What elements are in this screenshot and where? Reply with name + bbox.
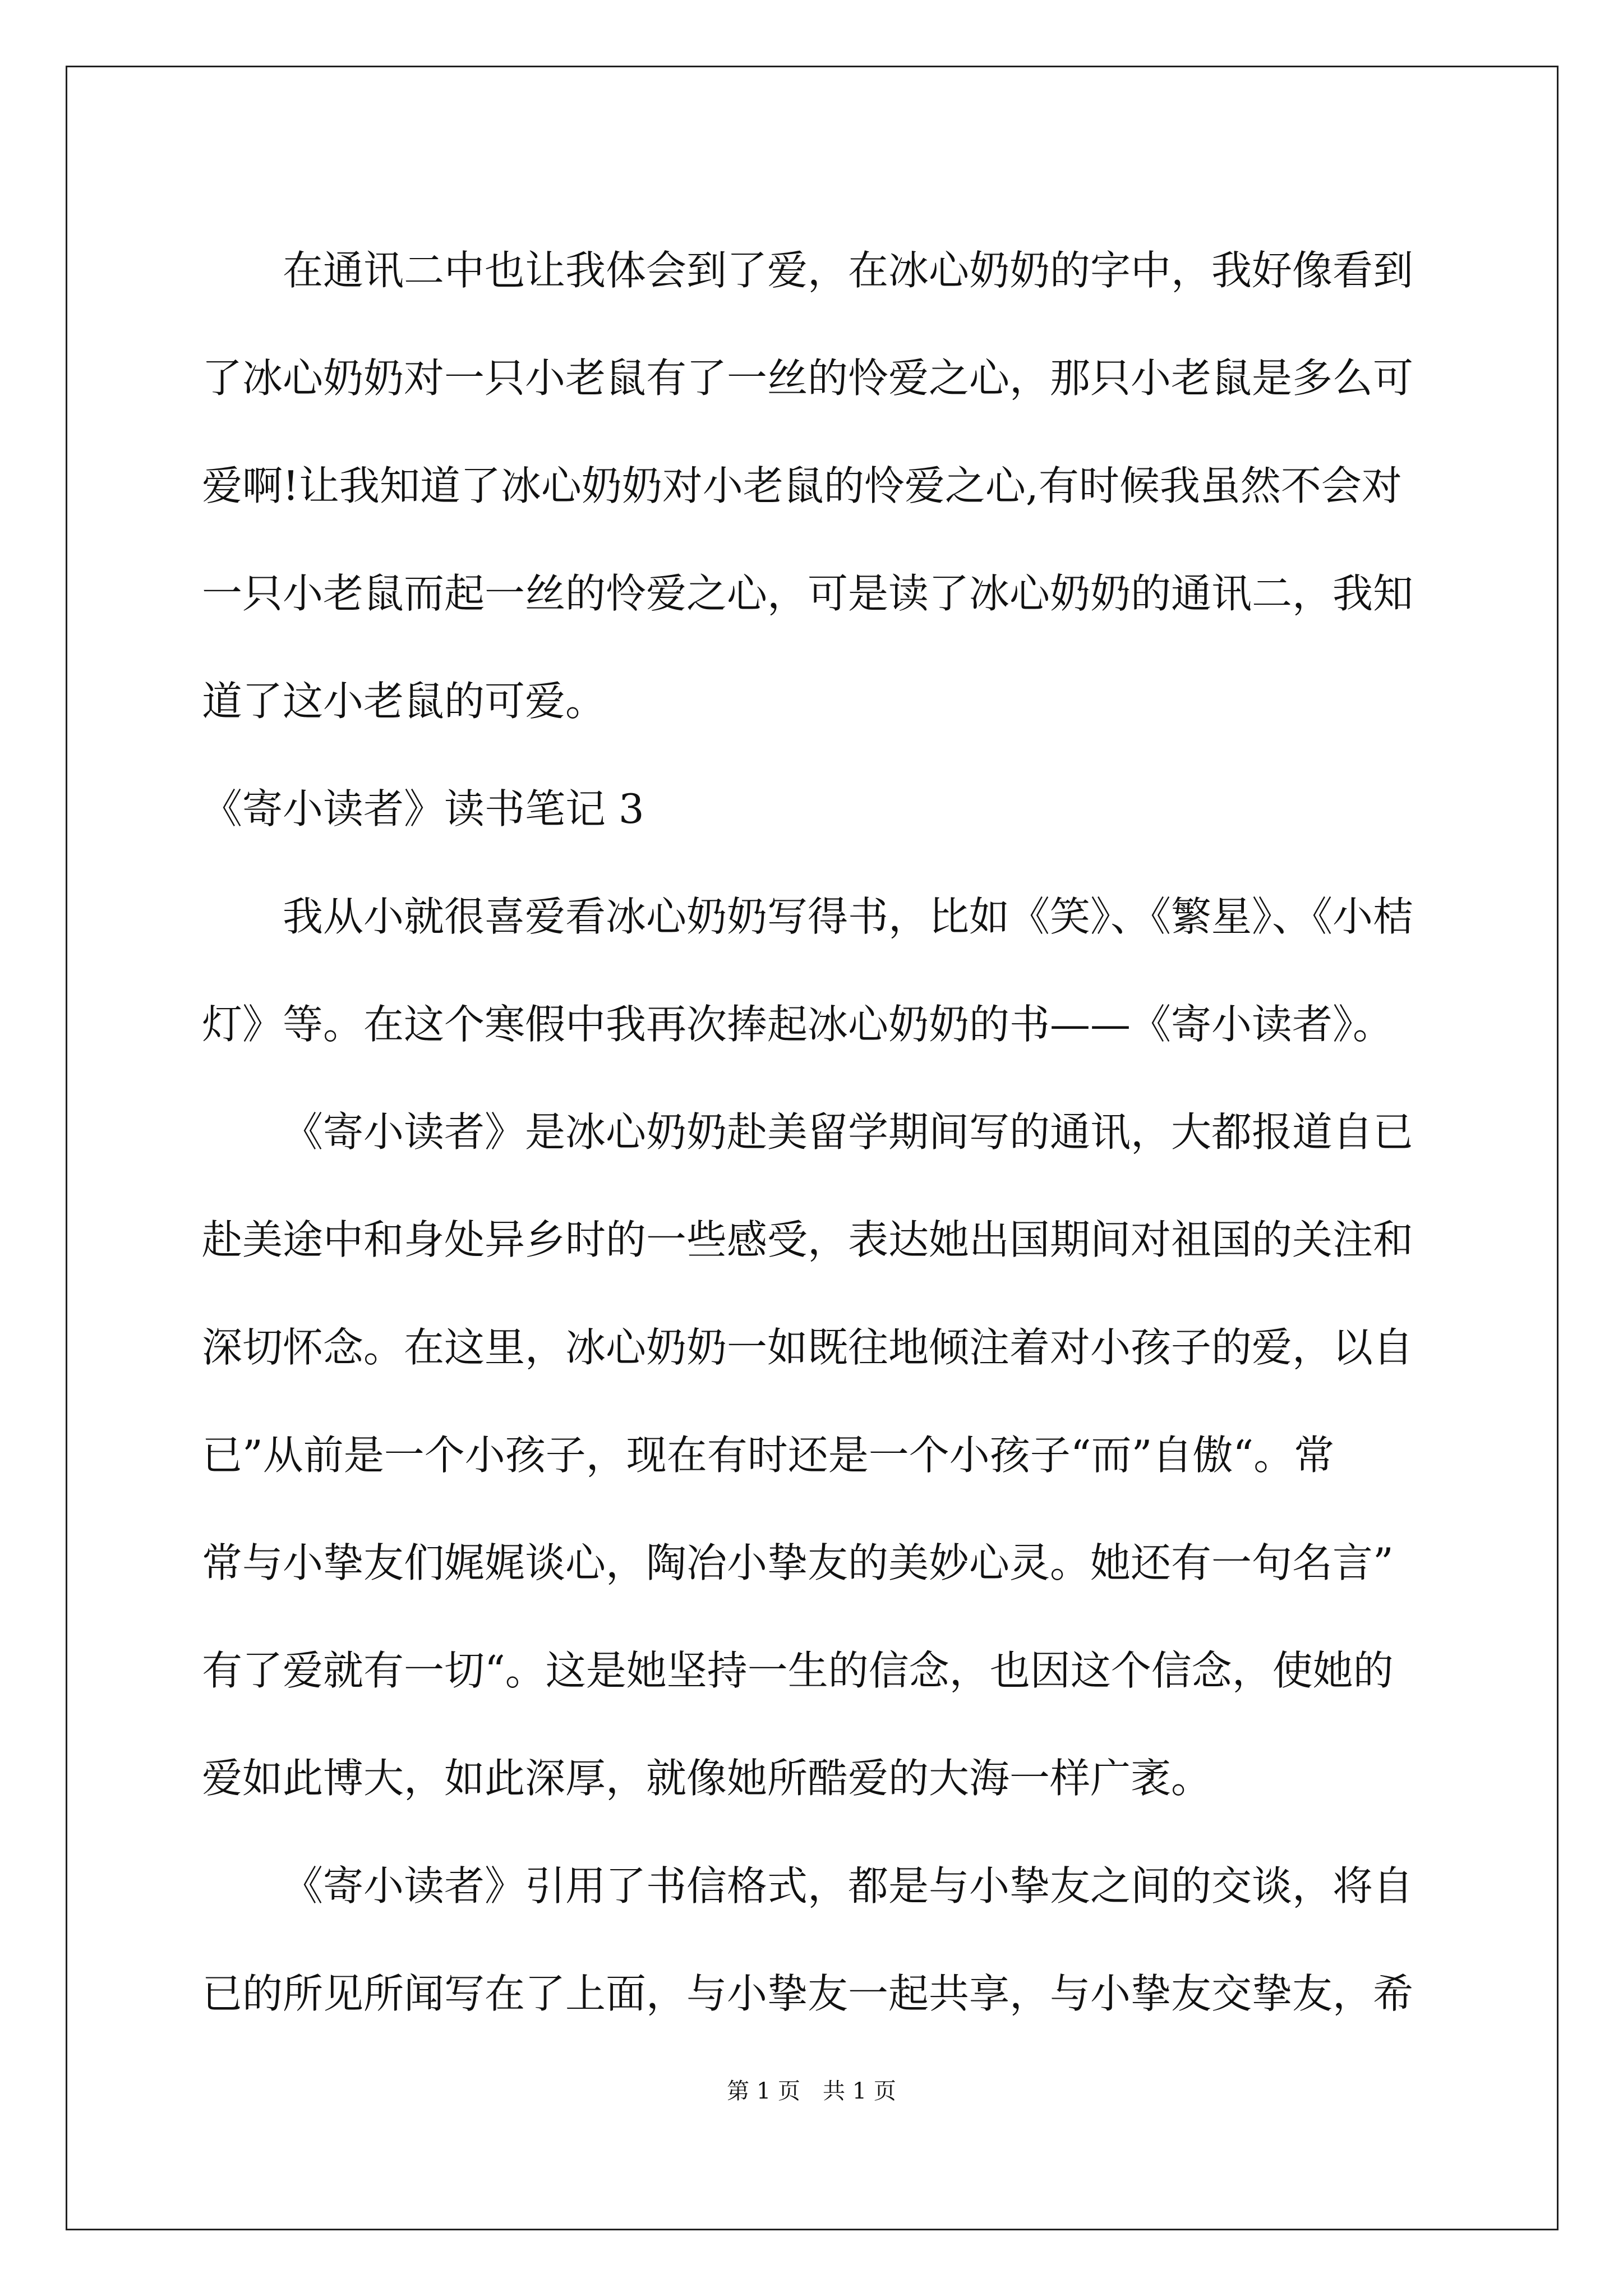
paragraph-line: 深切怀念。在这里，冰心奶奶一如既往地倾注着对小孩子的爱，以自	[202, 1324, 1414, 1371]
paragraph-line: 《寄小读者》引用了书信格式，都是与小挚友之间的交谈，将自	[283, 1862, 1414, 1910]
page-number-footer: 第 1 页 共 1 页	[727, 2078, 896, 2104]
paragraph-line: 我从小就很喜爱看冰心奶奶写得书，比如《笑》、《繁星》、《小桔	[283, 893, 1414, 940]
document-body	[202, 217, 1424, 2047]
paragraph-line: 常与小挚友们娓娓谈心，陶冶小挚友的美妙心灵。她还有一句名言”	[202, 1539, 1394, 1586]
paragraph-line: 赴美途中和身处异乡时的一些感受，表达她出国期间对祖国的关注和	[202, 1216, 1414, 1263]
paragraph-line: 《寄小读者》是冰心奶奶赴美留学期间写的通讯，大都报道自已	[283, 1108, 1414, 1156]
paragraph-line: 一只小老鼠而起一丝的怜爱之心，可是读了冰心奶奶的通讯二，我知	[202, 570, 1414, 617]
paragraph-line: 有了爱就有一切“。这是她坚持一生的信念，也因这个信念，使她的	[202, 1647, 1394, 1694]
paragraph-line: 灯》等。在这个寒假中我再次捧起冰心奶奶的书——《寄小读者》。	[202, 1001, 1394, 1048]
paragraph-line: 已的所见所闻写在了上面，与小挚友一起共享，与小挚友交挚友，希	[202, 1970, 1414, 2017]
paragraph-line: 了冰心奶奶对一只小老鼠有了一丝的怜爱之心，那只小老鼠是多么可	[202, 355, 1414, 402]
paragraph-line: 已”从前是一个小孩子，现在有时还是一个小孩子“而”自傲“。常	[202, 1432, 1335, 1479]
paragraph-line: 道了这小老鼠的可爱。	[202, 678, 606, 725]
paragraph-line: 爱如此博大，如此深厚，就像她所酷爱的大海一样广袤。	[202, 1755, 1212, 1802]
paragraph-line: 爱啊!让我知道了冰心奶奶对小老鼠的怜爱之心,有时候我虽然不会对	[202, 462, 1402, 509]
paragraph-line: 在通讯二中也让我体会到了爱，在冰心奶奶的字中，我好像看到	[283, 247, 1414, 294]
section-heading: 《寄小读者》读书笔记 3	[202, 785, 644, 832]
